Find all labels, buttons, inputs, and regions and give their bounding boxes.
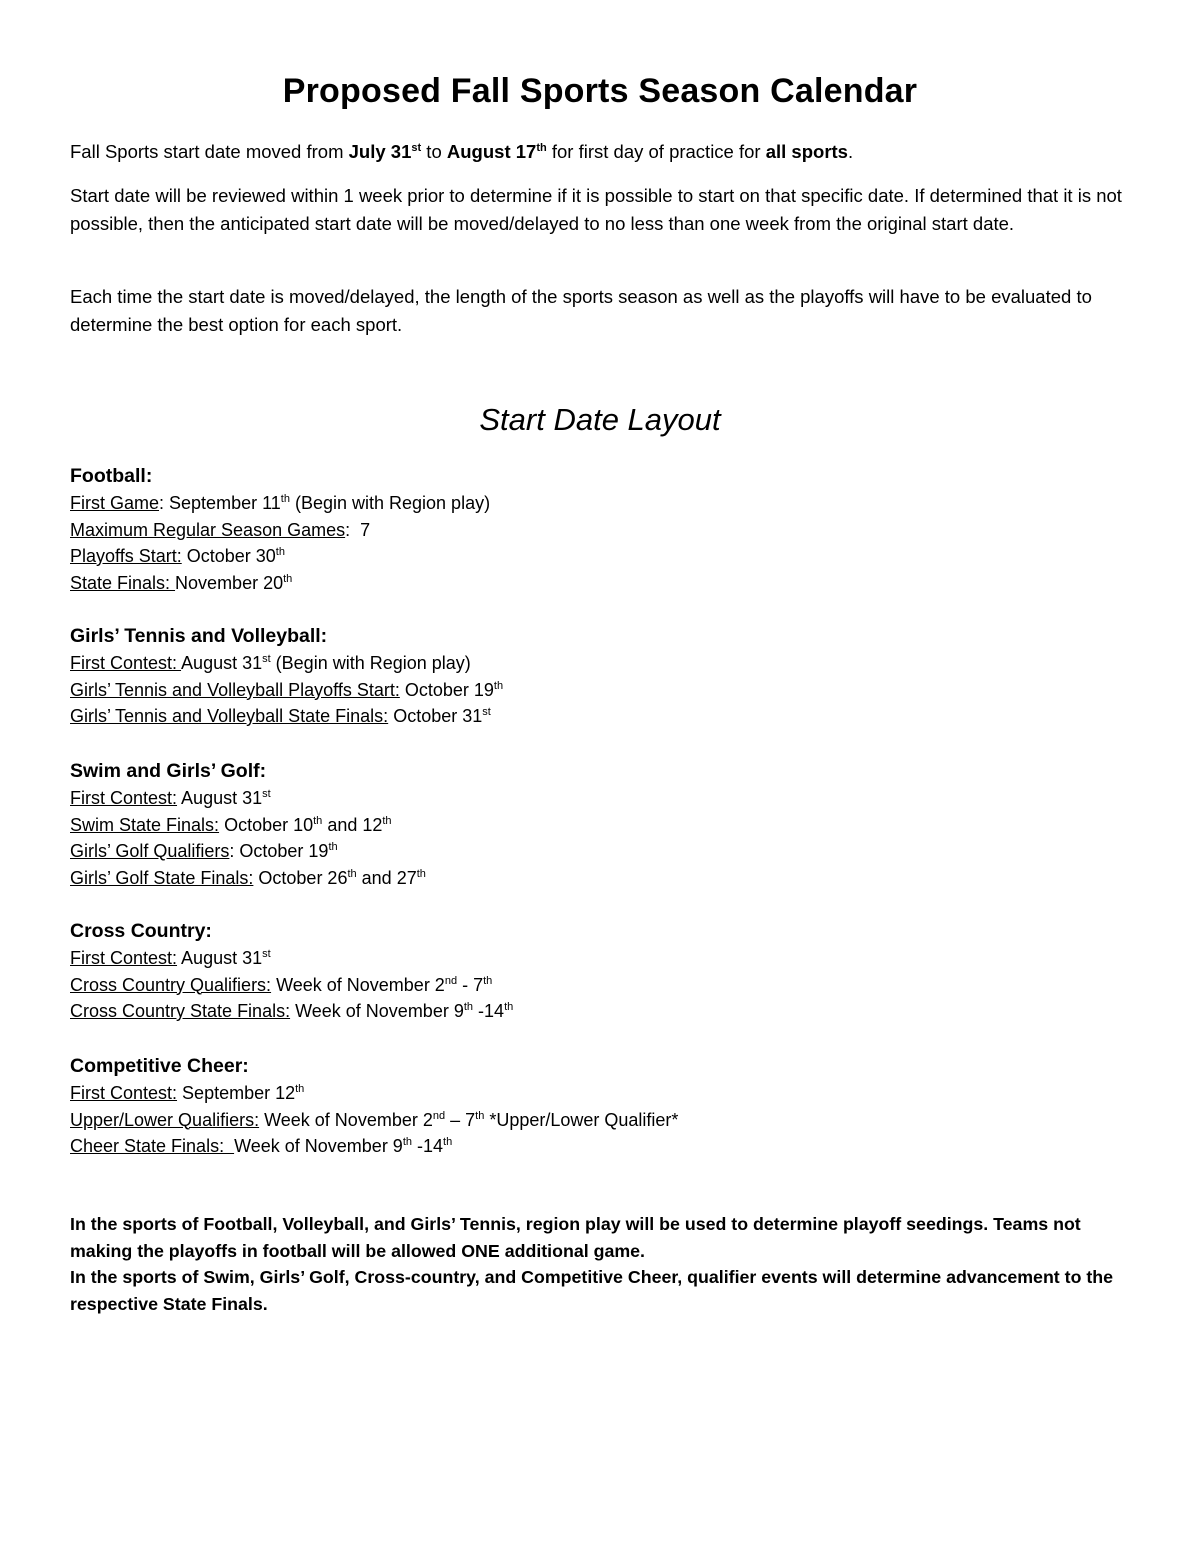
schedule-row: Girls’ Tennis and Volleyball Playoffs Start: October 19th — [70, 679, 504, 700]
section-cross-country — [70, 917, 1130, 1025]
all-sports-emphasis: all sports — [765, 141, 848, 162]
schedule-row: First Contest: August 31st — [70, 788, 271, 808]
schedule-row: Girls’ Golf Qualifiers: October 19th — [70, 841, 338, 861]
new-date: August 17th — [446, 141, 547, 162]
schedule-row: Girls’ Golf State Finals: October 26th and 27th — [70, 867, 426, 888]
schedule-row: Cheer State Finals: Week of November 9th -14th — [70, 1136, 453, 1156]
section-swim-golf — [70, 757, 1130, 891]
schedule-row: Cross Country State Finals: Week of November 9th -14th — [70, 1001, 514, 1021]
page-title: Proposed Fall Sports Season Calendar — [282, 72, 918, 110]
schedule-row: Cross Country Qualifiers: Week of November 2nd - 7th — [70, 974, 493, 995]
section-subtitle: Start Date Layout — [479, 402, 721, 437]
schedule-row: First Contest: August 31st — [70, 948, 271, 968]
note-region-play: In the sports of Football, Volleyball, and Girls’ Tennis, region play will be used to determine playoff seedings. Teams not making the playoffs in football will be allowed ONE additional game. — [70, 1214, 1081, 1261]
schedule-row: Girls’ Tennis and Volleyball State Finals: October 31st — [70, 706, 491, 726]
schedule-row: First Contest: September 12th — [70, 1083, 305, 1103]
section-football — [70, 462, 1130, 596]
note-qualifier-events: In the sports of Swim, Girls’ Golf, Cross-country, and Competitive Cheer, qualifier events will determine advancement to the respective State Finals. — [70, 1267, 1114, 1314]
section-heading: Cross Country: — [70, 920, 212, 942]
schedule-row: State Finals: November 20th — [70, 572, 293, 593]
section-heading: Competitive Cheer: — [70, 1055, 249, 1077]
intro-paragraph-delay: Each time the start date is moved/delayed, the length of the sports season as well as the playoffs will have to be evaluated to determine the best option for each sport. — [70, 286, 1092, 335]
old-date: July 31st — [348, 141, 422, 162]
section-heading: Football: — [70, 465, 153, 487]
section-heading: Swim and Girls’ Golf: — [70, 760, 267, 782]
section-competitive-cheer — [70, 1052, 1130, 1160]
schedule-row: First Contest: August 31st (Begin with Region play) — [70, 653, 471, 673]
intro-paragraph-review: Start date will be reviewed within 1 week prior to determine if it is possible to start on that specific date. If determined that it is not possible, then the anticipated start date will be moved/delayed to no less than one week from the original start date. — [70, 185, 1122, 234]
schedule-row: Upper/Lower Qualifiers: Week of November 2nd – 7th *Upper/Lower Qualifier* — [70, 1109, 679, 1130]
schedule-row: Playoffs Start: October 30th — [70, 546, 285, 566]
section-tennis-volleyball — [70, 622, 1130, 730]
schedule-row: First Game: September 11th (Begin with Region play) — [70, 493, 491, 513]
schedule-row: Maximum Regular Season Games: 7 — [70, 519, 371, 540]
section-heading: Girls’ Tennis and Volleyball: — [70, 625, 328, 647]
schedule-row: Swim State Finals: October 10th and 12th — [70, 814, 392, 835]
intro-paragraph-start-date: Fall Sports start date moved from July 31st to August 17th for first day of practice for all sports. — [70, 141, 854, 162]
intro-text: Fall Sports start date moved from — [70, 141, 349, 162]
